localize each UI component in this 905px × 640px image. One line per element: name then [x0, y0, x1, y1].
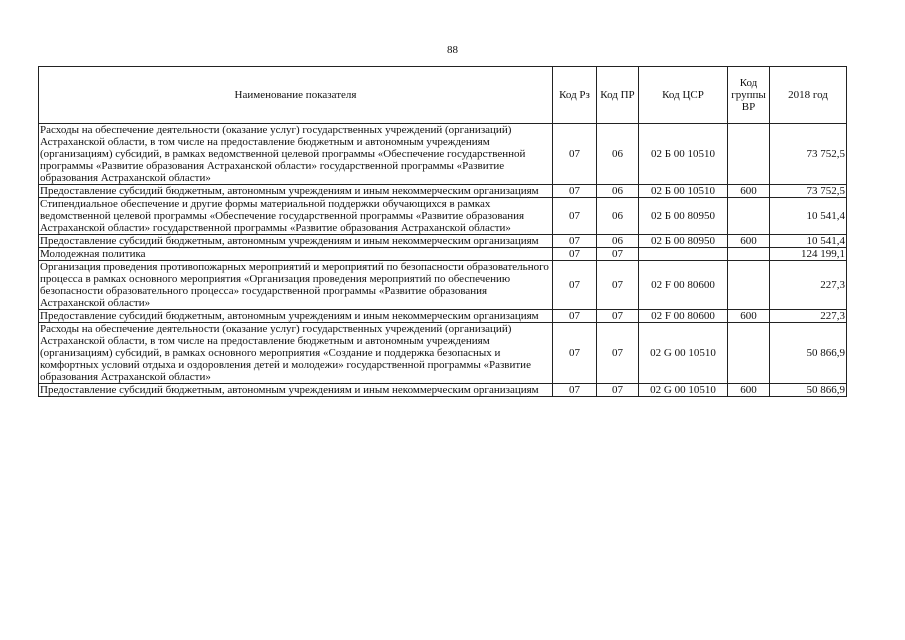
row-name: Стипендиальное обеспечение и другие формы материальной поддержки обучающихся в рамках ведомственной целевой программы «Обеспечение государственной программы «Развитие образования Астраханской области» государственной программы «Развитие образования Астраханской области» [39, 198, 553, 235]
row-amount: 50 866,9 [770, 323, 847, 384]
header-vr-line3: ВР [741, 101, 756, 113]
row-rz: 07 [553, 261, 597, 310]
header-pr: Код ПР [597, 67, 639, 124]
row-vr [728, 248, 770, 261]
row-vr [728, 198, 770, 235]
row-rz: 07 [553, 323, 597, 384]
row-pr: 06 [597, 124, 639, 185]
row-vr: 600 [728, 235, 770, 248]
table-header [39, 67, 847, 124]
header-row [39, 67, 847, 124]
row-csr: 02 Б 00 80950 [639, 198, 728, 235]
row-csr: 02 G 00 10510 [639, 384, 728, 397]
header-csr: Код ЦСР [639, 67, 728, 124]
row-name: Организация проведения противопожарных мероприятий и мероприятий по безопасности образовательного процесса в рамках основного мероприятия «Организация проведения мероприятий по обеспечению безопасности образовательного процесса» государственной программы «Развитие образования Астраханской области» [39, 261, 553, 310]
row-amount: 50 866,9 [770, 384, 847, 397]
row-rz: 07 [553, 248, 597, 261]
page-number: 88 [447, 44, 458, 56]
table-row [39, 248, 847, 261]
row-vr: 600 [728, 384, 770, 397]
row-csr: 02 G 00 10510 [639, 323, 728, 384]
row-pr: 07 [597, 310, 639, 323]
row-pr: 06 [597, 198, 639, 235]
table-row [39, 323, 847, 384]
row-rz: 07 [553, 124, 597, 185]
row-vr [728, 124, 770, 185]
table-row [39, 235, 847, 248]
row-vr [728, 261, 770, 310]
row-amount: 124 199,1 [770, 248, 847, 261]
table-row [39, 261, 847, 310]
header-vr [728, 67, 770, 124]
row-csr: 02 Б 00 10510 [639, 124, 728, 185]
row-rz: 07 [553, 185, 597, 198]
row-name: Предоставление субсидий бюджетным, автономным учреждениям и иным некоммерческим организациям [39, 235, 553, 248]
table-row [39, 310, 847, 323]
table-row [39, 124, 847, 185]
row-pr: 06 [597, 185, 639, 198]
table-row [39, 198, 847, 235]
row-csr: 02 Б 00 80950 [639, 235, 728, 248]
row-csr [639, 248, 728, 261]
row-csr: 02 Б 00 10510 [639, 185, 728, 198]
row-vr [728, 323, 770, 384]
row-amount: 10 541,4 [770, 235, 847, 248]
header-vr-line2: группы [731, 89, 766, 101]
row-vr: 600 [728, 310, 770, 323]
header-year: 2018 год [770, 67, 847, 124]
header-vr-line1: Код [739, 77, 758, 89]
row-name: Предоставление субсидий бюджетным, автономным учреждениям и иным некоммерческим организациям [39, 185, 553, 198]
row-amount: 73 752,5 [770, 185, 847, 198]
row-pr: 07 [597, 384, 639, 397]
row-amount: 73 752,5 [770, 124, 847, 185]
row-name: Предоставление субсидий бюджетным, автономным учреждениям и иным некоммерческим организациям [39, 310, 553, 323]
table-row [39, 384, 847, 397]
table-row [39, 185, 847, 198]
row-name: Расходы на обеспечение деятельности (оказание услуг) государственных учреждений (организаций) Астраханской области, в том числе на предоставление бюджетным и автономным учреждениям (организациям) субсидий, в рамках ведомственной целевой программы «Обеспечение государственной программы «Развитие образования Астраханской области» государственной программы «Развитие образования Астраханской области» [39, 124, 553, 185]
row-pr: 07 [597, 248, 639, 261]
budget-table [38, 66, 847, 397]
row-rz: 07 [553, 384, 597, 397]
header-rz: Код Рз [553, 67, 597, 124]
row-vr: 600 [728, 185, 770, 198]
row-rz: 07 [553, 198, 597, 235]
row-name: Предоставление субсидий бюджетным, автономным учреждениям и иным некоммерческим организациям [39, 384, 553, 397]
row-amount: 227,3 [770, 310, 847, 323]
row-csr: 02 F 00 80600 [639, 261, 728, 310]
row-pr: 06 [597, 235, 639, 248]
row-amount: 227,3 [770, 261, 847, 310]
row-csr: 02 F 00 80600 [639, 310, 728, 323]
header-name: Наименование показателя [39, 67, 553, 124]
row-pr: 07 [597, 261, 639, 310]
row-rz: 07 [553, 235, 597, 248]
table-body [39, 124, 847, 397]
row-rz: 07 [553, 310, 597, 323]
row-name: Расходы на обеспечение деятельности (оказание услуг) государственных учреждений (организаций) Астраханской области, в том числе на предоставление бюджетным и автономным учреждениям (организациям) субсидий, в рамках основного мероприятия «Создание и поддержка безопасных и комфортных условий отдыха и оздоровления детей и молодежи» государственной программы «Развитие образования Астраханской области» [39, 323, 553, 384]
row-amount: 10 541,4 [770, 198, 847, 235]
row-pr: 07 [597, 323, 639, 384]
row-name: Молодежная политика [39, 248, 553, 261]
